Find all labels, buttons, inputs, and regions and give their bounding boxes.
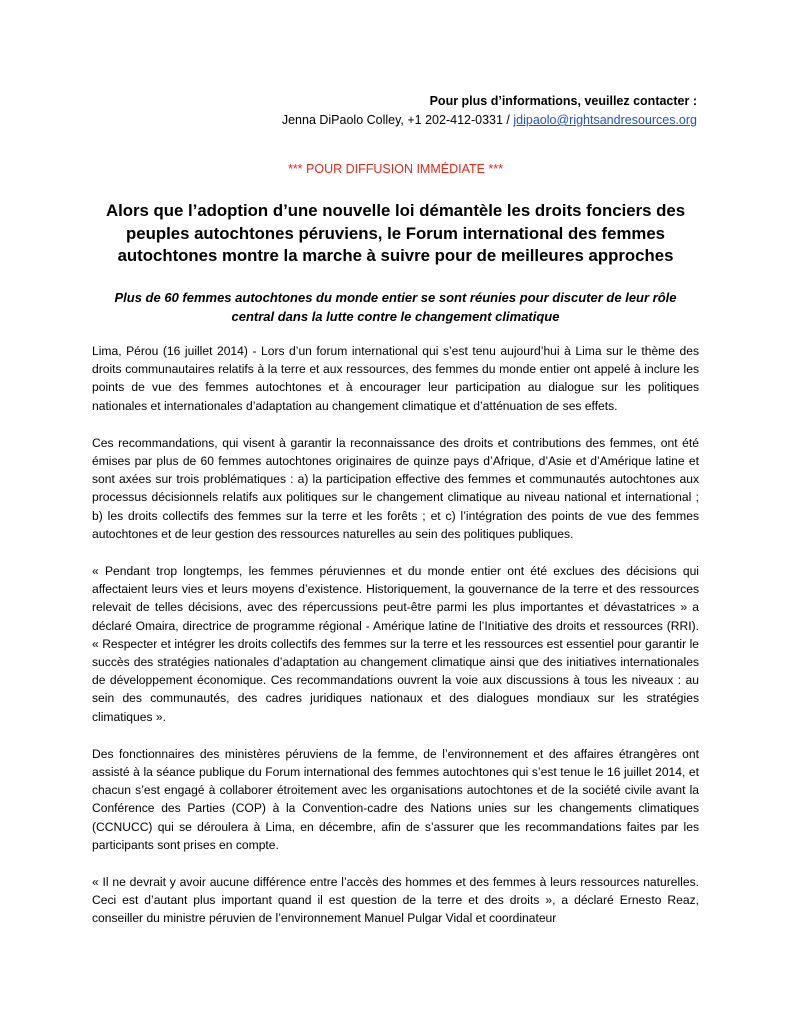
contact-name-phone: Jenna DiPaolo Colley, +1 202-412-0331 /	[281, 113, 514, 127]
body-paragraph: « Il ne devrait y avoir aucune différence entre l’accès des hommes et des femmes à leurs ressources naturelles. Ceci est d’autant plus important quand il est question de la terre et des droits », a déclaré Ernesto Reaz, conseiller du ministre péruvien de l’environnement Manuel Pulgar Vidal et coordinateur	[92, 875, 699, 926]
body-paragraph: « Pendant trop longtemps, les femmes péruviennes et du monde entier ont été exclues des décisions qui affectaient leurs vies et leurs moyens d’existence. Historiquement, la gouvernance de la terre et des ressources relevait de telles décisions, avec des répercussions peut-être parmi les plus importantes et dévastatrices » a déclaré Omaira, directrice de programme régional - Amérique latine de l’Initiative des droits et ressources (RRI). « Respecter et intégrer les droits collectifs des femmes sur la terre et les ressources est essentiel pour garantir le succès des stratégies nationales d’adaptation au changement climatique ainsi que des initiatives internationales de développement économique. Ces recommandations ouvrent la voie aux discussions à tous les niveaux : au sein des communautés, des cadres juridiques nationaux et des dialogues mondiaux sur les stratégies climatiques ».	[92, 564, 699, 724]
body-paragraph: Ces recommandations, qui visent à garantir la reconnaissance des droits et contributions des femmes, ont été émises par plus de 60 femmes autochtones originaires de quinze pays d’Afrique, d’Asie et d’Amérique latine et sont axées sur trois problématiques : a) la participation effective des femmes et communautés autochtones aux processus décisionnels relatifs aux politiques sur le changement climatique au niveau national et international ; b) les droits collectifs des femmes sur la terre et les forêts ; et c) l’intégration des points de vue des femmes autochtones et de leur gestion des ressources naturelles au sein des politiques publiques.	[92, 435, 699, 541]
contact-label: Pour plus d’informations, veuillez contacter :	[429, 94, 697, 108]
contact-block	[77, 92, 697, 130]
press-release-headline: Alors que l’adoption d’une nouvelle loi démantèle les droits fonciers des peuples autochtones péruviens, le Forum international des femmes autochtones montre la marche à suivre pour de meilleures approches	[105, 201, 686, 265]
body-paragraph: Des fonctionnaires des ministères péruviens de la femme, de l’environnement et des affaires étrangères ont assisté à la séance publique du Forum international des femmes autochtones qui s’est tenue le 16 juillet 2014, et chacun s’est engagé à collaborer étroitement avec les organisations autochtones et de la société civile avant la Conférence des Parties (COP) à la Convention-cadre des Nations unies sur les changements climatiques (CCNUCC) qui se déroulera à Lima, en décembre, afin de s’assurer que les recommandations faites par les participants sont prises en compte.	[92, 746, 699, 852]
release-embargo-notice: *** POUR DIFFUSION IMMÉDIATE ***	[287, 162, 504, 176]
press-release-subheadline: Plus de 60 femmes autochtones du monde entier se sont réunies pour discuter de leur rôle central dans la lutte contre le changement climatique	[114, 290, 677, 324]
body-paragraph: Lima, Pérou (16 juillet 2014) - Lors d’un forum international qui s’est tenu aujourd’hui à Lima sur le thème des droits communautaires relatifs à la terre et aux ressources, des femmes du monde entier ont appelé à inclure les points de vue des femmes autochtones et à encourager leur participation au dialogue sur les politiques nationales et internationales d’adaptation au changement climatique et d’atténuation de ses effets.	[92, 344, 699, 413]
contact-line	[77, 111, 697, 130]
press-release-body	[92, 342, 699, 947]
contact-email-link[interactable]: jdipaolo@rightsandresources.org	[513, 113, 697, 127]
